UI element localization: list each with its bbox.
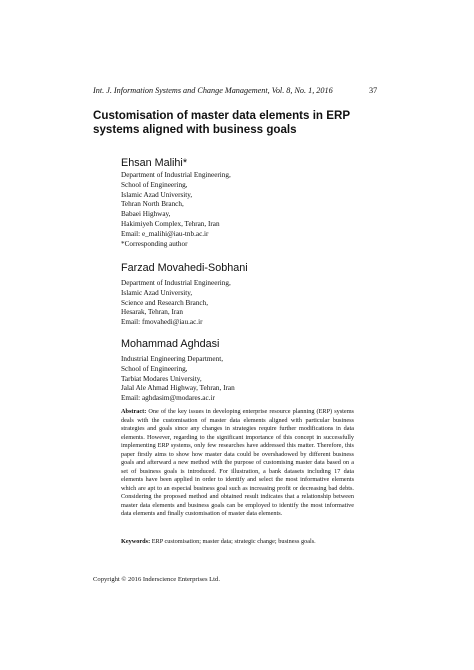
author-name-3: Mohammad Aghdasi — [121, 338, 220, 350]
journal-header: Int. J. Information Systems and Change Management, Vol. 8, No. 1, 2016 — [93, 86, 333, 95]
affiliation-line: Tarbiat Modares University, — [121, 374, 202, 383]
author-affiliation-3 — [121, 355, 235, 404]
affiliation-line: Department of Industrial Engineering, — [121, 279, 231, 287]
affiliation-line: Department of Industrial Engineering, — [121, 171, 231, 179]
author-email: Email: aghdasim@modares.ac.ir — [121, 394, 215, 403]
title-line-2: systems aligned with business goals — [93, 123, 297, 136]
page-number: 37 — [369, 86, 378, 95]
abstract-block — [121, 408, 354, 519]
affiliation-line: Tehran North Branch, — [121, 200, 184, 209]
affiliation-line: School of Engineering, — [121, 180, 188, 189]
affiliation-line: Industrial Engineering Department, — [121, 355, 223, 363]
abstract-label: Abstract: — [121, 408, 147, 415]
author-affiliation-1 — [121, 171, 231, 249]
affiliation-line: Islamic Azad University, — [121, 288, 193, 297]
paper-title — [93, 109, 393, 137]
keywords-text: ERP customisation; master data; strategic change; business goals. — [151, 538, 316, 545]
keywords-label: Keywords: — [121, 538, 151, 545]
author-email: Email: e_malihi@iau-tnb.ac.ir — [121, 229, 209, 238]
affiliation-line: Babaei Highway, — [121, 210, 171, 219]
author-email: Email: fmovahedi@iau.ac.ir — [121, 318, 203, 327]
author-name-1: Ehsan Malihi* — [121, 157, 188, 169]
keywords-block — [121, 538, 361, 547]
affiliation-line: Hakimiyeh Complex, Tehran, Iran — [121, 219, 220, 228]
corresponding-author-note: *Corresponding author — [121, 239, 188, 248]
author-affiliation-2 — [121, 279, 231, 328]
affiliation-line: Science and Research Branch, — [121, 298, 209, 307]
affiliation-line: Islamic Azad University, — [121, 190, 193, 199]
copyright-notice: Copyright © 2016 Inderscience Enterprises Ltd. — [93, 576, 220, 583]
affiliation-line: Hesarak, Tehran, Iran — [121, 308, 184, 317]
title-line-1: Customisation of master data elements in ERP — [93, 109, 351, 122]
author-name-2: Farzad Movahedi-Sobhani — [121, 262, 248, 274]
affiliation-line: Jalal Ale Ahmad Highway, Tehran, Iran — [121, 384, 235, 393]
affiliation-line: School of Engineering, — [121, 364, 188, 373]
abstract-text: One of the key issues in developing enterprise resource planning (ERP) systems deals with the customisation of master data elements aligned with particular business strategies and goals since any changes in strategies require further modifications in data elements. However, regarding to the significant importance of this concept in successfully implementing ERP systems, only few researches have addressed this matter. Therefore, this paper firstly aims to show how master data could be overshadowed by different business goals and afterward a new method with the purpose of customising master data based on a set of business goals is introduced. For illustration, a bank datasets including 17 data elements have been applied in order to identify and select the most informative elements which are apt to an especial business goal such as increasing profit or decreasing bad debts. Considering the proposed method and obtained result indicates that a relationship between master data elements and business goals can be employed to identify the most informative data elements and finally customisation of master data elements. — [121, 408, 354, 517]
